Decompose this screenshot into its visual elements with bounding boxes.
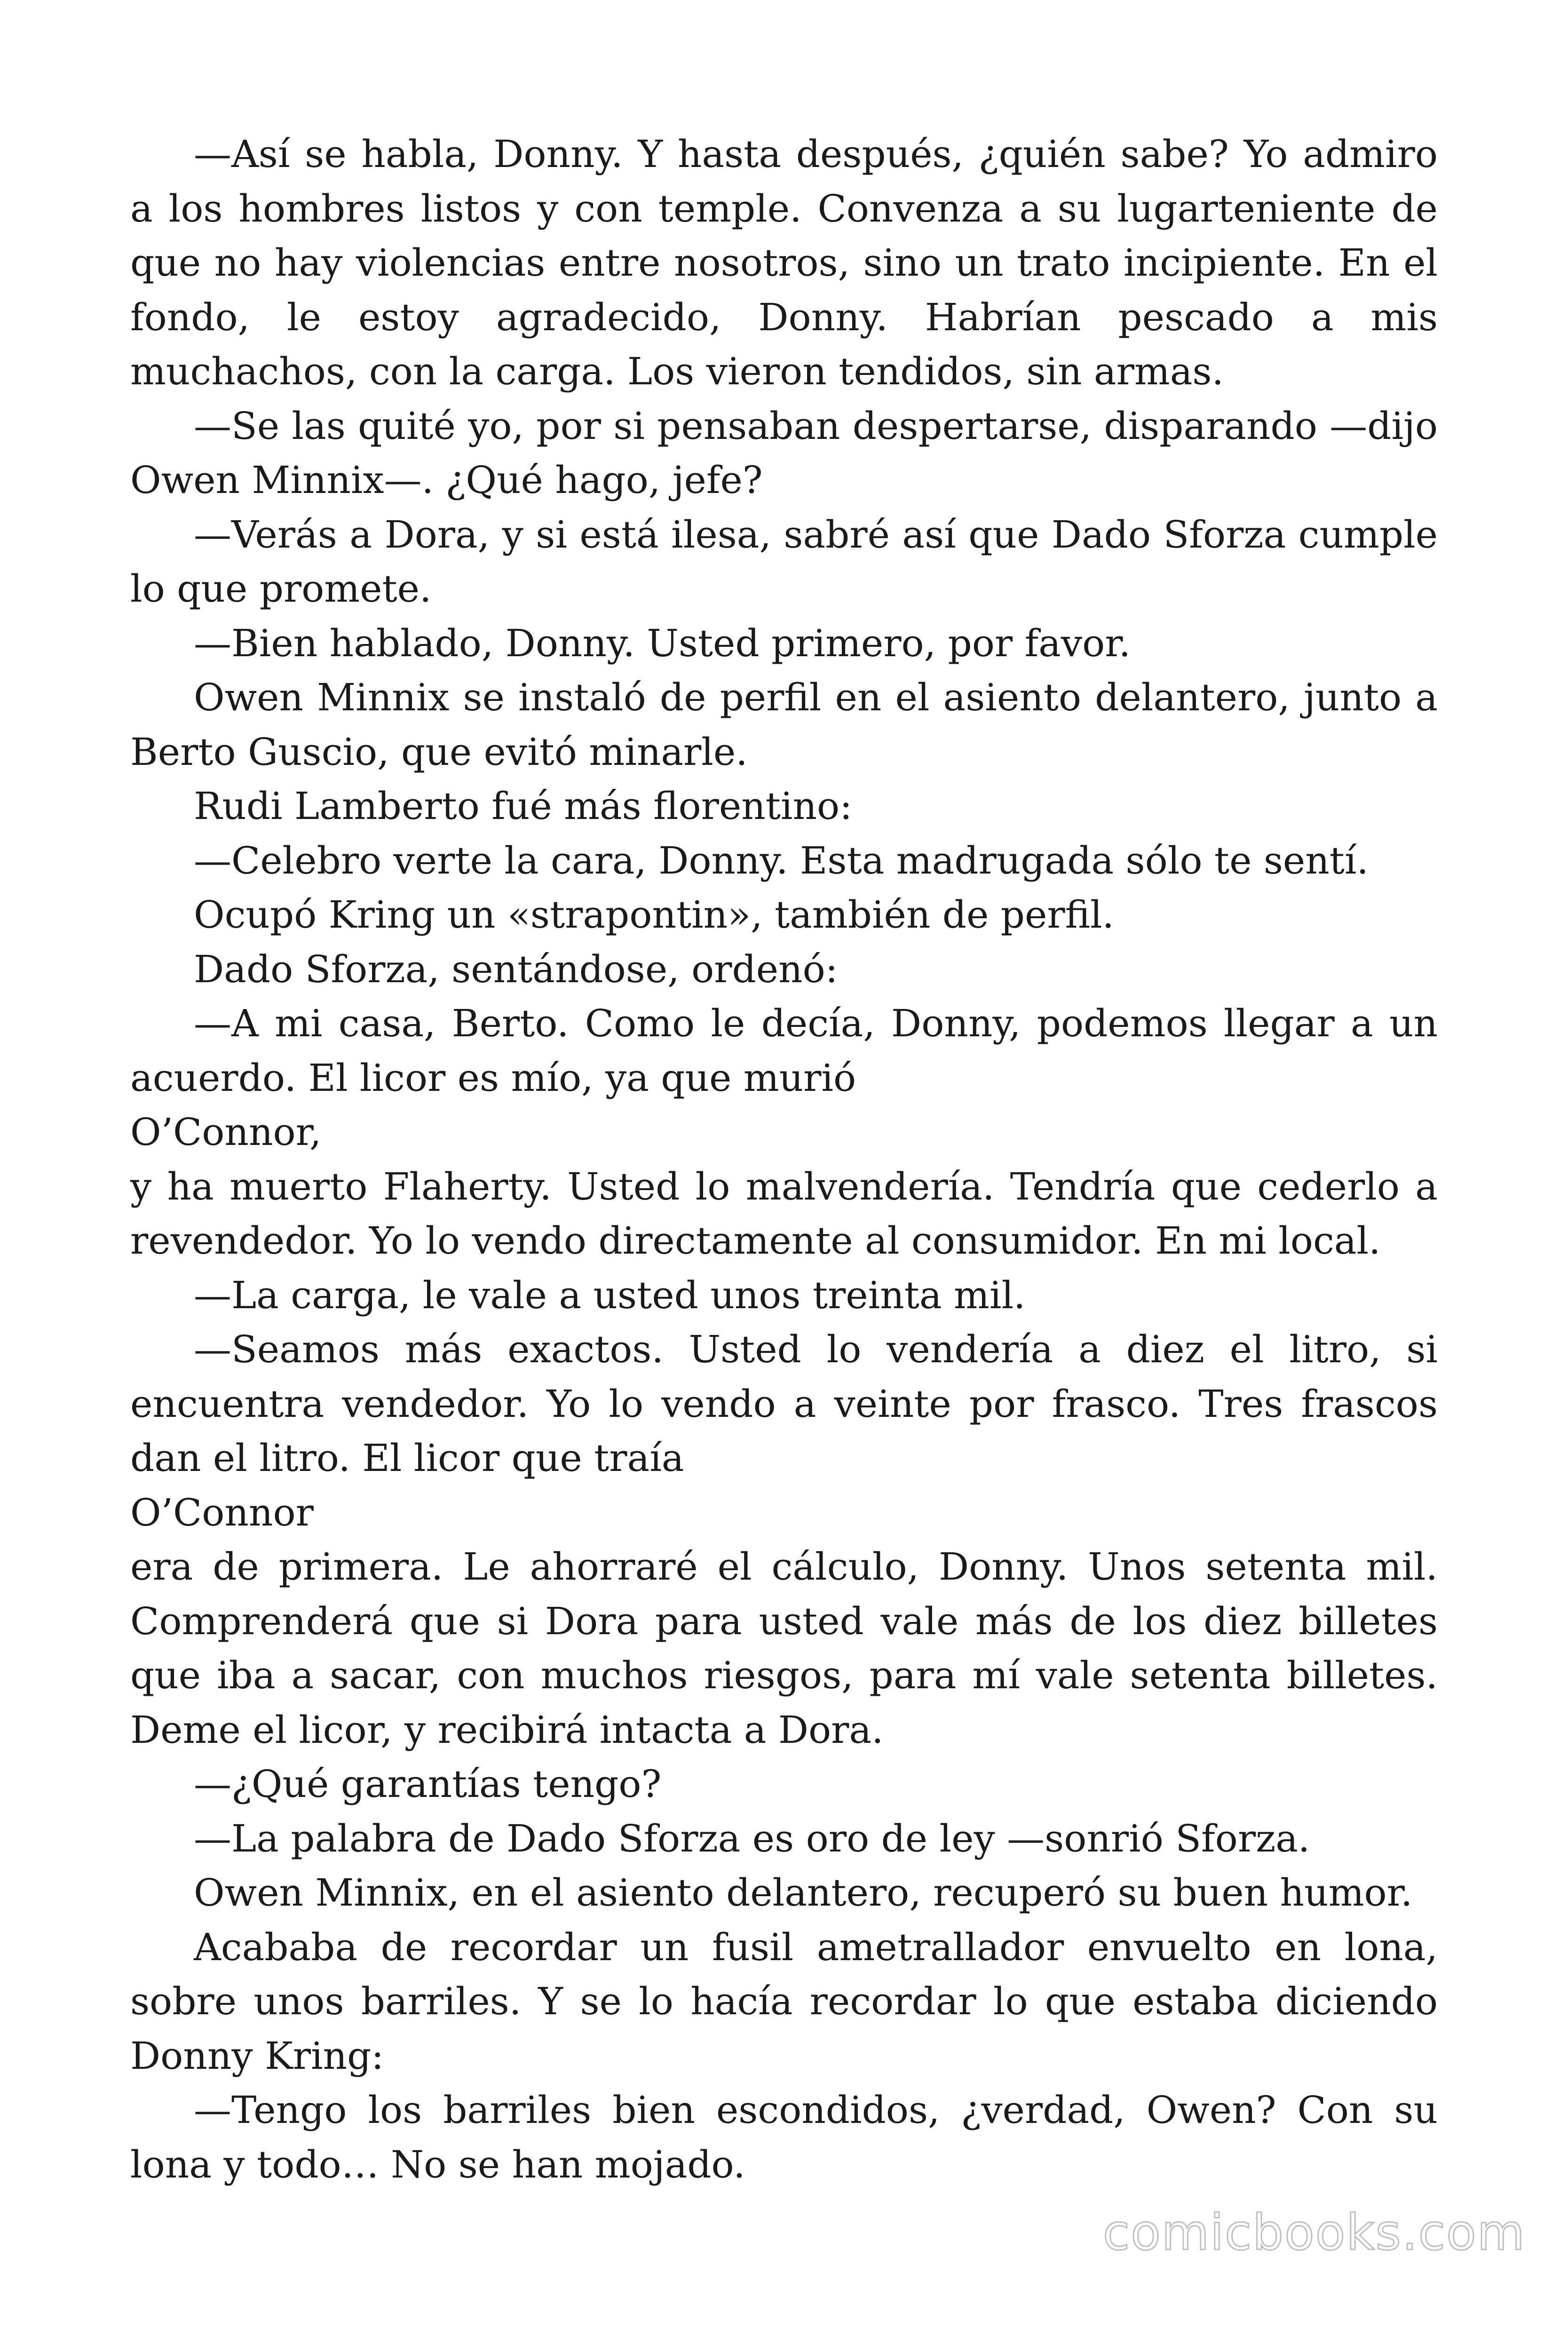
text-line: —Tengo los barriles bien escondidos, ¿verdad, Owen? Con su	[194, 2088, 1438, 2132]
text-line: —La palabra de Dado Sforza es oro de ley —sonrió Sforza.	[194, 1816, 1310, 1860]
text-line: acuerdo. El licor es mío, ya que murió	[130, 1056, 856, 1100]
text-line: —La carga, le vale a usted unos treinta mil.	[194, 1273, 1026, 1317]
page-body	[130, 127, 1438, 2192]
text-line: —¿Qué garantías tengo?	[194, 1762, 662, 1806]
text-line: fondo, le estoy agradecido, Donny. Habrían pescado a mis	[130, 295, 1438, 339]
text-line: —Así se habla, Donny. Y hasta después, ¿quién sabe? Yo admiro	[194, 132, 1438, 176]
text-line: encuentra vendedor. Yo lo vendo a veinte por frasco. Tres frascos	[130, 1382, 1438, 1426]
text-line: Ocupó Kring un «strapontin», también de perfil.	[194, 893, 1114, 937]
text-line: Berto Guscio, que evitó minarle.	[130, 730, 748, 774]
text-line: Acababa de recordar un fusil ametrallador envuelto en lona,	[194, 1925, 1438, 1969]
text-line: Owen Minnix, en el asiento delantero, recuperó su buen humor.	[194, 1871, 1413, 1915]
text-line: Comprenderá que si Dora para usted vale más de los diez billetes	[130, 1599, 1438, 1643]
text-line: O’Connor	[130, 1490, 314, 1534]
text-line: lona y todo… No se han mojado.	[130, 2142, 745, 2186]
text-line: que iba a sacar, con muchos riesgos, para mí vale setenta billetes.	[130, 1653, 1438, 1697]
text-line: Deme el licor, y recibirá intacta a Dora.	[130, 1708, 884, 1752]
text-line: que no hay violencias entre nosotros, sino un trato incipiente. En el	[130, 241, 1438, 285]
text-line: sobre unos barriles. Y se lo hacía recordar lo que estaba diciendo	[130, 1979, 1438, 2023]
text-line: Owen Minnix se instaló de perfil en el asiento delantero, junto a	[194, 675, 1438, 719]
text-line: lo que promete.	[130, 567, 432, 611]
text-line: —Se las quité yo, por si pensaban despertarse, disparando —dijo	[194, 404, 1438, 448]
text-line: revendedor. Yo lo vendo directamente al consumidor. En mi local.	[130, 1219, 1381, 1263]
text-line: muchachos, con la carga. Los vieron tendidos, sin armas.	[130, 350, 1224, 393]
text-line: —Seamos más exactos. Usted lo vendería a diez el litro, si	[194, 1327, 1438, 1371]
text-line: a los hombres listos y con temple. Convenza a su lugarteniente de	[130, 186, 1438, 230]
text-line: dan el litro. El licor que traía	[130, 1436, 684, 1480]
text-line: —Bien hablado, Donny. Usted primero, por favor.	[194, 621, 1131, 665]
text-line: —Celebro verte la cara, Donny. Esta madrugada sólo te sentí.	[194, 838, 1369, 882]
text-line: era de primera. Le ahorraré el cálculo, Donny. Unos setenta mil.	[130, 1545, 1438, 1589]
text-line: y ha muerto Flaherty. Usted lo malvendería. Tendría que cederlo a	[130, 1164, 1438, 1208]
text-line: Rudi Lamberto fué más florentino:	[194, 784, 853, 828]
text-line: O’Connor,	[130, 1110, 322, 1154]
text-line: Dado Sforza, sentándose, ordenó:	[194, 947, 838, 991]
text-line: Donny Kring:	[130, 2034, 384, 2078]
text-line: —Verás a Dora, y si está ilesa, sabré así que Dado Sforza cumple	[194, 512, 1438, 556]
text-line: —A mi casa, Berto. Como le decía, Donny, podemos llegar a un	[194, 1001, 1438, 1045]
text-line: Owen Minnix—. ¿Qué hago, jefe?	[130, 458, 763, 502]
watermark: comicbooks.com	[1102, 2204, 1526, 2261]
